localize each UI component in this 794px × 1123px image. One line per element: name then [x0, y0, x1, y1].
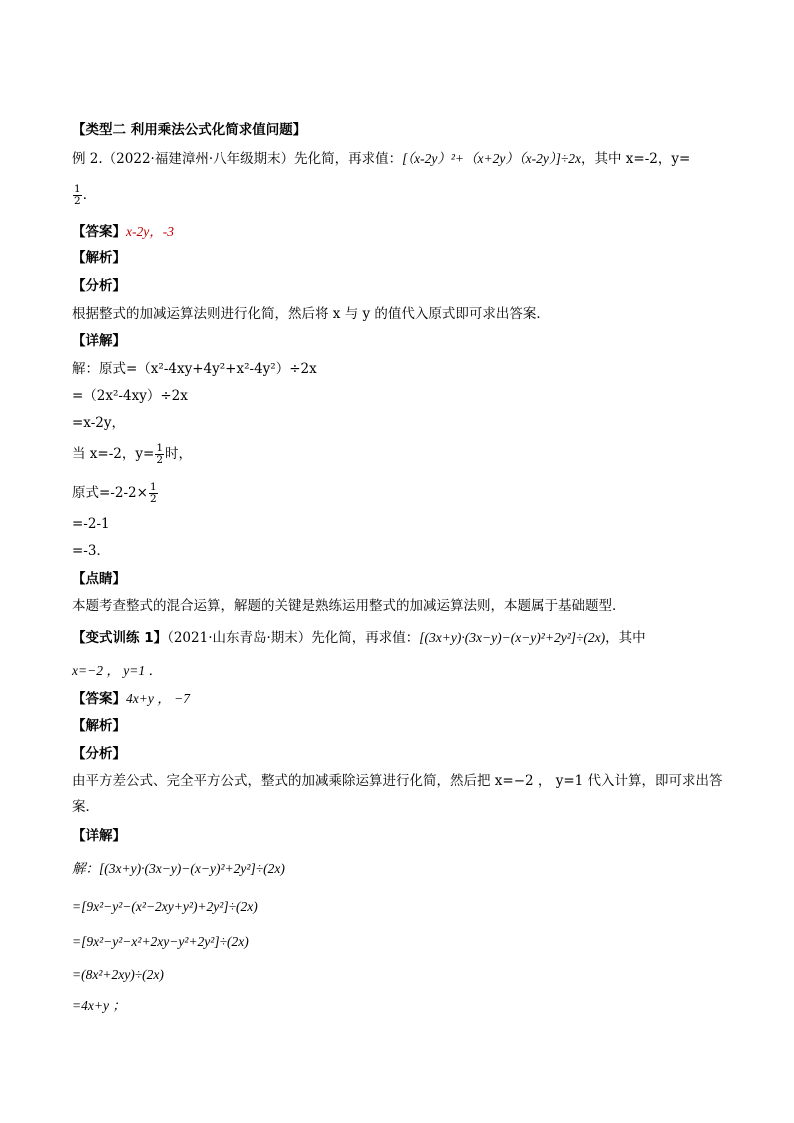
- section-heading: 【类型二 利用乘法公式化简求值问题】: [72, 122, 307, 138]
- training-1-jiexi-heading: 【解析】: [72, 718, 126, 734]
- example-2-step-5: =-3．: [72, 543, 110, 559]
- example-2-prefix: 例 2.（2022·福建漳州·八年级期末）先化简，再求值：: [72, 151, 403, 167]
- training-1-condition: x=−2 ， y=1 ．: [72, 663, 162, 678]
- answer-value: 4x+y ， −7: [126, 691, 190, 706]
- answer-value: x-2y，-3: [126, 224, 174, 239]
- example-2-step-4: =-2-1: [72, 516, 110, 532]
- example-2-expression: [（x-2y）²+（x+2y）（x-2y）]÷2x: [402, 151, 581, 166]
- example-2-jiexi-heading: 【解析】: [72, 250, 126, 266]
- example-2-step-1: 解：原式=（x²-4xy+4y²+x²-4y²）÷2x: [72, 361, 317, 377]
- example-2-question: [72, 150, 690, 168]
- example-2-dianjing-heading: 【点睛】: [72, 571, 126, 587]
- training-1-step-3: =[9x²−y²−x²+2xy−y²+2y²]÷(2x): [72, 934, 249, 949]
- fraction-one-half: $\frac{1}{2}$: [156, 442, 163, 466]
- example-2-fenxi-text: 根据整式的加减运算法则进行化简，然后将 x 与 y 的值代入原式即可求出答案．: [72, 306, 550, 322]
- training-1-fenxi-text-1: 由平方差公式、完全平方公式，整式的加减乘除运算进行化简，然后把 x=−2 ， y=1 代入计算，即可求出答: [72, 773, 723, 789]
- example-2-fraction-line: $\frac{1}{2}$ ．: [74, 183, 97, 207]
- training-1-step-5: =4x+y ；: [72, 998, 126, 1013]
- example-2-xiangjie-heading: 【详解】: [72, 333, 126, 349]
- training-1-step-4: =(8x²+2xy)÷(2x): [72, 967, 164, 982]
- fraction-one-half: $\frac{1}{2}$: [149, 481, 157, 505]
- example-2-fenxi-heading: 【分析】: [72, 278, 126, 294]
- training-1-xiangjie-heading: 【详解】: [72, 828, 126, 844]
- fraction-one-half: $\frac{1}{2}$: [74, 183, 81, 207]
- training-1-answer: 【答案】4x+y ， −7: [72, 691, 190, 707]
- training-1-fenxi-text-2: 案．: [72, 799, 99, 815]
- example-2-answer: 【答案】x-2y，-3: [72, 224, 174, 240]
- example-2-original-value: 原式=-2-2× $\frac{1}{2}$: [72, 481, 157, 505]
- example-2-step-2: =（2x²-4xy）÷2x: [72, 388, 188, 404]
- example-2-dianjing-text: 本题考查整式的混合运算，解题的关键是熟练运用整式的加减运算法则，本题属于基础题型．: [72, 598, 626, 614]
- example-2-condition: ，其中 x=-2，y=: [581, 151, 691, 167]
- training-1-step-1: 解：[(3x+y)·(3x−y)−(x−y)²+2y²]÷(2x): [72, 861, 285, 876]
- training-1-step-2: =[9x²−y²−(x²−2xy+y²)+2y²]÷(2x): [72, 899, 258, 914]
- training-1-fenxi-heading: 【分析】: [72, 746, 126, 762]
- example-2-step-3: =x-2y，: [72, 415, 125, 431]
- training-1-expression: [(3x+y)·(3x−y)−(x−y)²+2y²]÷(2x): [419, 630, 606, 645]
- training-1-question: 【变式训练 1】（2021·山东青岛·期末）先化简，再求值：[(3x+y)·(3x−y)−(x−y)²+2y²]÷(2x)，其中: [72, 630, 646, 646]
- example-2-substitution: 当 x=-2，y= $\frac{1}{2}$ 时，: [72, 442, 192, 466]
